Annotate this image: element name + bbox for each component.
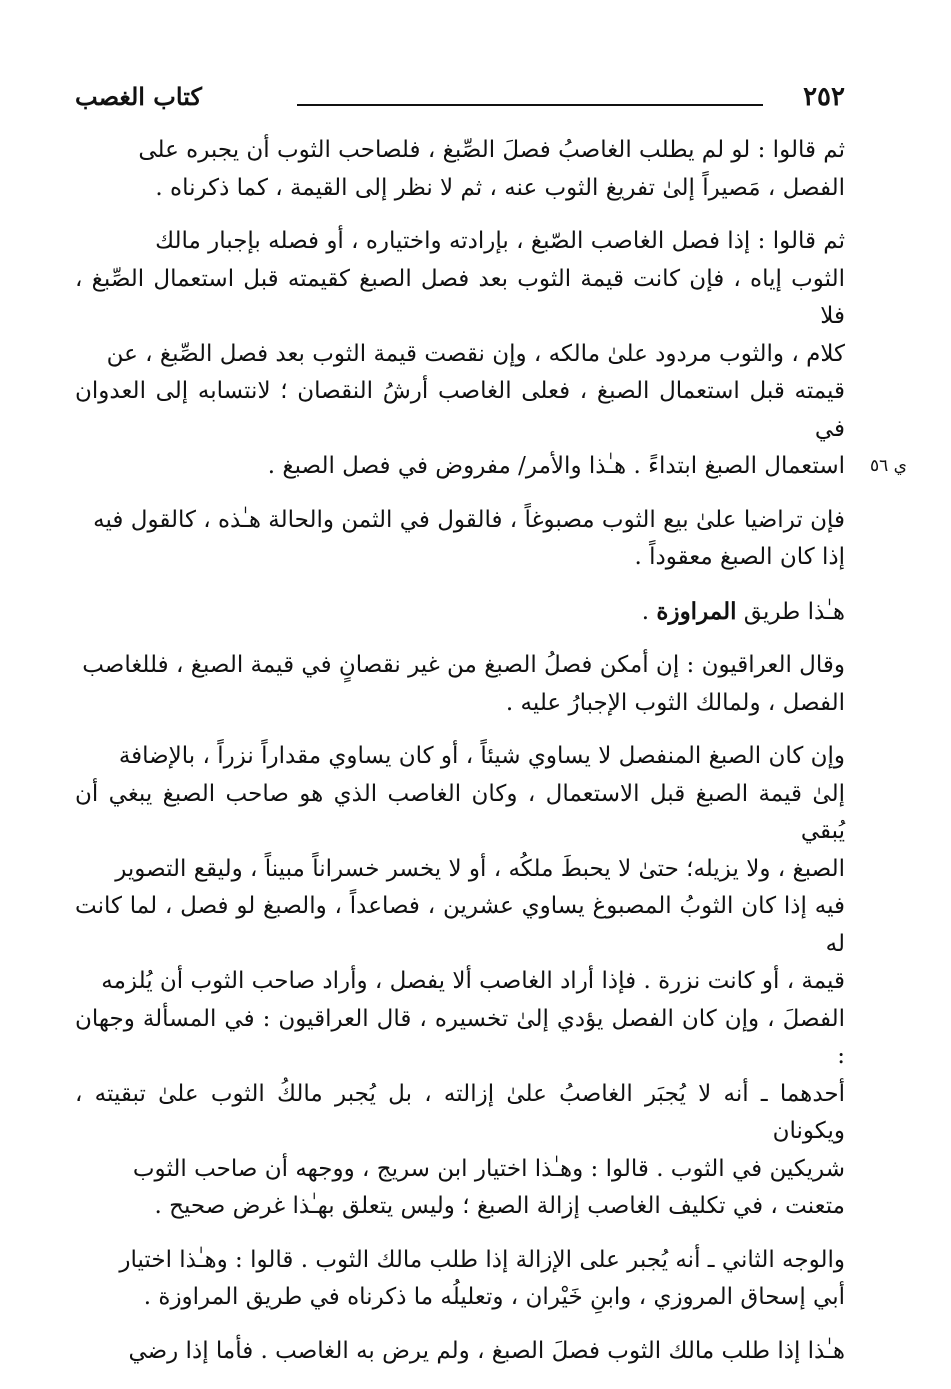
paragraph bbox=[75, 1333, 845, 1371]
page-number: ٢٥٢ bbox=[803, 82, 845, 112]
text-line: ثم قالوا : إذا فصل الغاصب الصّبغ ، بإرادته واختياره ، أو فصله بإجبار مالك bbox=[155, 228, 845, 254]
manuscript-folio-marker: ي ٥٦ bbox=[870, 456, 907, 476]
paragraph bbox=[75, 738, 845, 1226]
text-line: فإن تراضيا علىٰ بيع الثوب مصبوغاً ، فالقول في الثمن والحالة هـٰذه ، كالقول فيه bbox=[93, 506, 845, 533]
page-body bbox=[75, 132, 907, 1370]
school-name-bold: المراوزة bbox=[656, 597, 737, 625]
text-line: والوجه الثاني ـ أنه يُجبر على الإزالة إذا طلب مالك الثوب . قالوا : وهـٰذا اختيار bbox=[119, 1246, 845, 1273]
text-line: كلام ، والثوب مردود علىٰ مالكه ، وإن نقصت قيمة الثوب بعد فصل الصِّبغ ، عن bbox=[106, 340, 845, 367]
header-rule bbox=[297, 104, 763, 106]
book-title: كتاب الغصب bbox=[75, 82, 202, 111]
text-line: وإن كان الصبغ المنفصل لا يساوي شيئاً ، أو كان يساوي مقداراً نزراً ، بالإضافة bbox=[118, 743, 845, 769]
text-line: إذا كان الصبغ معقوداً . bbox=[634, 544, 845, 570]
paragraph bbox=[75, 132, 845, 207]
text-line: الفصلَ ، وإن كان الفصل يؤدي إلىٰ تخسيره ، قال العراقيون : في المسألة وجهان : bbox=[75, 1005, 845, 1069]
line-segment: هـٰذا طريق bbox=[736, 598, 845, 625]
text-line: الفصل ، مَصيراً إلىٰ تفريغ الثوب عنه ، ثم لا نظر إلى القيمة ، كما ذكرناه . bbox=[155, 174, 845, 201]
page-header bbox=[75, 82, 845, 122]
text-line: الفصل ، ولمالك الثوب الإجبارُ عليه . bbox=[505, 689, 845, 716]
text-line: شريكين في الثوب . قالوا : وهـٰذا اختيار ابن سريج ، ووجهه أن صاحب الثوب bbox=[132, 1155, 845, 1182]
text-line: أبي إسحاق المروزي ، وابنِ خَيْران ، وتعليلُه ما ذكرناه في طريق المراوزة . bbox=[143, 1284, 845, 1310]
paragraph bbox=[75, 647, 845, 722]
text-line: هـٰذا إذا طلب مالك الثوب فصلَ الصبغ ، ولم يرض به الغاصب . فأما إذا رضي bbox=[128, 1337, 845, 1364]
text-line: وقال العراقيون : إن أمكن فصلُ الصبغ من غير نقصانٍ في قيمة الصبغ ، فللغاصب bbox=[82, 652, 845, 678]
text-line: فيه إذا كان الثوبُ المصبوغ يساوي عشرين ، فصاعداً ، والصبغ لو فصل ، لما كانت له bbox=[75, 893, 845, 957]
text-line: أحدهما ـ أنه لا يُجبَر الغاصبُ علىٰ إزالته ، بل يُجبر مالكُ الثوب علىٰ تبقيته ، ويكونان bbox=[75, 1080, 845, 1144]
text-line-with-margin-note bbox=[75, 448, 907, 486]
text-line: متعنت ، في تكليف الغاصب إزالة الصبغ ؛ وليس يتعلق بهـٰذا غرض صحيح . bbox=[154, 1193, 845, 1219]
text-line bbox=[75, 593, 845, 632]
paragraph bbox=[75, 593, 845, 632]
text-line: إلىٰ قيمة الصبغ قبل الاستعمال ، وكان الغاصب الذي هو صاحب الصبغ يبغي أن يُبقي bbox=[75, 780, 845, 844]
paragraph bbox=[75, 1242, 845, 1317]
text-line: استعمال الصبغ ابتداءً . هـٰذا والأمر/ مفروض في فصل الصبغ . bbox=[267, 453, 845, 479]
line-segment: . bbox=[641, 598, 657, 625]
text-line: الصبغ ، ولا يزيله؛ حتىٰ لا يحبطَ ملكُه ، أو لا يخسر خسراناً مبيناً ، وليقع التصوير bbox=[115, 855, 845, 882]
text-line: ثم قالوا : لو لم يطلب الغاصبُ فصلَ الصِّبغ ، فلصاحب الثوب أن يجبره على bbox=[138, 137, 845, 163]
paragraph bbox=[75, 502, 845, 577]
paragraph bbox=[75, 223, 907, 486]
text-line: قيمته قبل استعمال الصبغ ، فعلى الغاصب أرشُ النقصان ؛ لانتسابه إلى العدوان في bbox=[75, 378, 845, 442]
text-line: قيمة ، أو كانت نزرة . فإذا أراد الغاصب ألا يفصل ، وأراد صاحب الثوب أن يُلزمه bbox=[101, 968, 845, 994]
text-line: الثوب إياه ، فإن كانت قيمة الثوب بعد فصل الصبغ كقيمته قبل استعمال الصِّبغ ، فلا bbox=[75, 265, 845, 329]
